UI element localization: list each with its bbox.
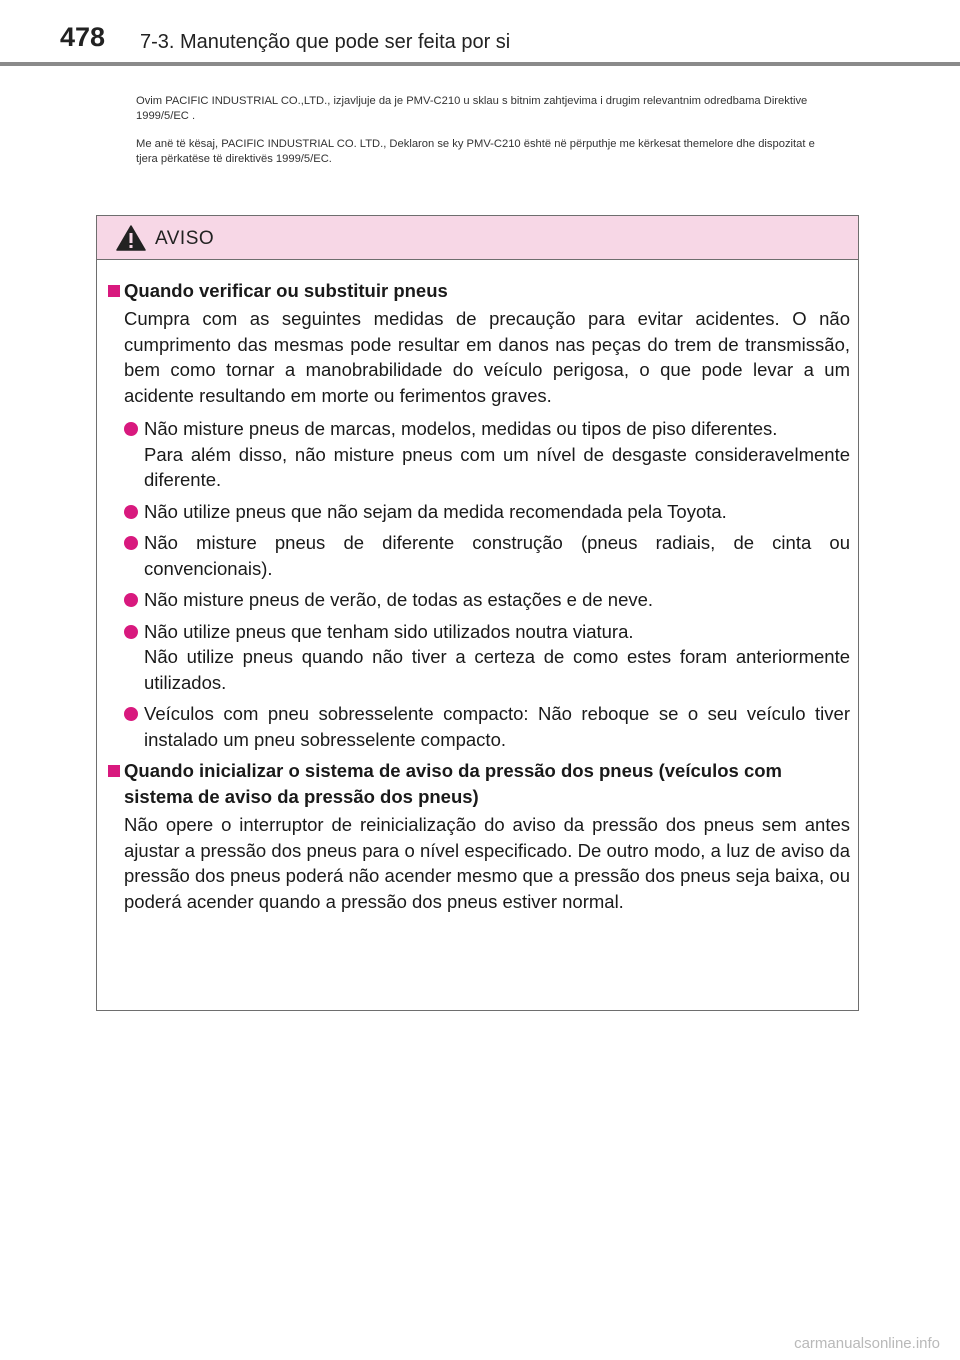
circle-bullet-icon	[124, 593, 138, 607]
precaution-list	[124, 416, 850, 752]
circle-bullet-icon	[124, 536, 138, 550]
section-heading-pressure-warning	[108, 758, 850, 810]
list-item-text: Não utilize pneus que não sejam da medida recomendada pela Toyota.	[144, 500, 727, 522]
circle-bullet-icon	[124, 625, 138, 639]
circle-bullet-icon	[124, 422, 138, 436]
section-heading-text: Quando verificar ou substituir pneus	[124, 280, 448, 301]
circle-bullet-icon	[124, 707, 138, 721]
section-heading-tyres	[108, 278, 850, 304]
warning-body	[97, 260, 858, 914]
header-divider	[0, 62, 960, 66]
list-item	[124, 701, 850, 752]
square-bullet-icon	[108, 285, 120, 297]
list-item	[124, 587, 850, 613]
page-header	[0, 0, 960, 66]
list-item-subtext: Não utilize pneus quando não tiver a certeza de como estes foram anteriormente utilizados.	[144, 646, 850, 693]
square-bullet-icon	[108, 765, 120, 777]
circle-bullet-icon	[124, 505, 138, 519]
warning-label: AVISO	[155, 228, 215, 249]
list-item-text: Não utilize pneus que tenham sido utilizados noutra viatura.	[144, 620, 634, 642]
section-heading-text: Quando inicializar o sistema de aviso da pressão dos pneus (veículos com sistema de aviso da pressão dos pneus)	[124, 760, 782, 807]
section-paragraph: Cumpra com as seguintes medidas de precaução para evitar acidentes. O não cumprimento das mesmas pode resultar em danos nas peças do trem de transmissão, bem como tornar a manobrabilidade do veículo perigosa, o que pode levar a um acidente resultando em morte ou ferimentos graves.	[124, 308, 850, 406]
list-item	[124, 530, 850, 581]
list-item-text: Não misture pneus de verão, de todas as estações e de neve.	[144, 589, 654, 610]
list-item	[124, 416, 850, 493]
page-number: 478	[60, 22, 106, 52]
section-title: 7-3. Manutenção que pode ser feita por si	[140, 31, 511, 53]
section-paragraph: Não opere o interruptor de reinicialização do aviso da pressão dos pneus sem antes ajustar a pressão dos pneus para o nível especificado. De outro modo, a luz de aviso da pressão dos pneus poderá não acender mesmo que a pressão dos pneus seja baixa, ou poderá acender quando a pressão dos pneus estiver normal.	[124, 814, 850, 912]
list-item	[124, 619, 850, 696]
list-item-text: Não misture pneus de marcas, modelos, medidas ou tipos de piso diferentes.	[144, 418, 778, 439]
declaration-albanian: Me anë të kësaj, PACIFIC INDUSTRIAL CO. LTD., Deklaron se ky PMV-C210 është në përputhje me kërkesat themelore dhe dispozitat e tjera përkatëse të direktivës 1999/5/EC.	[136, 138, 815, 165]
warning-triangle-icon	[116, 225, 146, 251]
warning-box	[96, 215, 859, 1011]
declaration-croatian: Ovim PACIFIC INDUSTRIAL CO.,LTD., izjavljuje da je PMV-C210 u sklau s bitnim zahtjevima i drugim relevantnim odredbama Direktive 1999/5/EC .	[136, 95, 808, 122]
list-item-text: Não misture pneus de diferente construção (pneus radiais, de cinta ou convencionais).	[144, 532, 850, 579]
list-item	[124, 499, 850, 525]
watermark: carmanualsonline.info	[794, 1335, 940, 1352]
list-item-text: Veículos com pneu sobresselente compacto: Não reboque se o seu veículo tiver instalado um pneu sobresselente compacto.	[144, 703, 850, 750]
list-item-subtext: Para além disso, não misture pneus com um nível de desgaste consideravelmente diferente.	[144, 443, 850, 490]
warning-header	[97, 216, 858, 260]
